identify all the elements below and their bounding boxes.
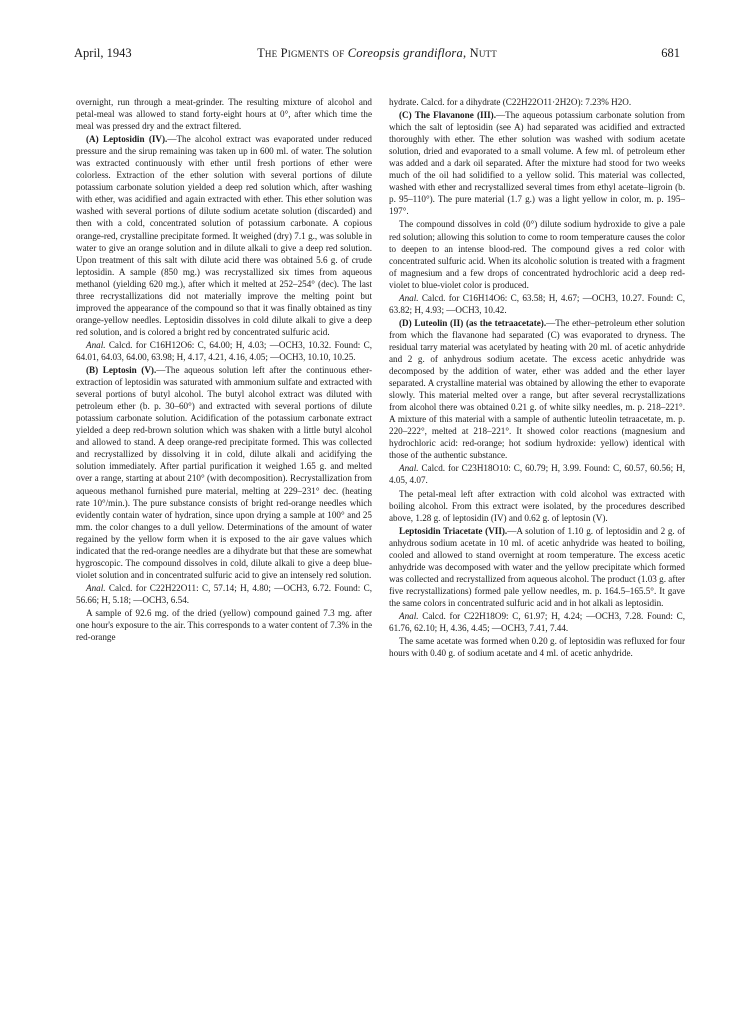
page-number: 681: [661, 46, 680, 60]
header-date: April, 1943: [74, 46, 132, 60]
analysis-flavanone: [389, 292, 685, 316]
paragraph-luteolin-body: —The ether–petroleum ether solution from which the flavanone had separated (C) was evaporated to dryness. The residual tarry material was acetylated by heating with 20 ml. of acetic anhydride and 2 g. of anhydrous sodium acetate. The excess acetic anhydride was decomposed by the addition of water, ether was added and the ether layer separated. A crystalline material was obtained by allowing the ether to evaporate slowly. This material melted over a range, but after several recrystallizations from alcohol there was obtained 0.21 g. of white silky needles, m. p. 218–221°. A mixture of this material with a sample of authentic luteolin tetraacetate, m. p. 220–222°, melted at 218–221°. It showed color reactions (magnesium and hydrochloric acid: red-orange; hot sodium hydroxide: yellow) identical with those of the authentic substance.: [389, 317, 685, 461]
header-title-suffix: , Nutt: [462, 46, 497, 60]
paragraph-leptosidin: [76, 133, 372, 338]
paragraph-leptosidin-body: —The alcohol extract was evaporated under reduced pressure and the sirup remaining was taken up in 600 ml. of water. The solution was extracted continuously with ether until fresh portions of ether were colorless. Extraction of the ether solution with several portions of dilute potassium carbonate solution yielded a deep red solution which, after washing with ether, was acidified and again extracted with ether. This ether solution was washed with several portions of dilute sodium acetate solution (discarded) and then with a cold, concentrated solution of potassium carbonate. A copious orange-red, crystalline precipitate formed. It weighed (dry) 7.1 g., was soluble in water to give an orange solution and in dilute alkali to give a deep red solution. Upon treatment of this salt with dilute acid there was obtained 5.6 g. of crude leptosidin. A sample (850 mg.) was recrystallized six times from aqueous methanol (yielding 620 mg.), after which it melted at 252–254° (dec). The last three recrystallizations did not materially improve the melting point but improved the appearance of the compound so that it was finally obtained as tiny orange-yellow needles. Leptosidin dissolves in cold dilute alkali to give a deep red solution, and is colored a bright red by concentrated sulfuric acid.: [76, 134, 372, 337]
paragraph-flavanone-body: —The aqueous potassium carbonate solution from which the salt of leptosidin (see A) had separated was acidified and extracted thoroughly with ether. The ether solution was washed with sodium acetate solution, dried and evaporated to a small volume. A few ml. of petroleum ether was added and a dark oil separated. After the mixture had stood for two weeks much of the oil had solidified to a yellow solid. This material was collected, washed with ether and recrystallized several times from ethyl acetate–ligroin (b. p. 95–110°). The pure material (1.7 g.) was a light yellow in color, m. p. 195–197°.: [389, 110, 685, 217]
analysis-leptosidin: [76, 339, 372, 363]
left-column: [76, 96, 372, 643]
header-title: [74, 46, 680, 61]
running-header: [74, 46, 680, 62]
analysis-luteolin: [389, 462, 685, 486]
paragraph-luteolin: [389, 317, 685, 462]
section-heading-luteolin: (D) Luteolin (II) (as the tetraacetate).: [399, 317, 547, 328]
anal-body: Calcd. for C22H18O9: C, 61.97; H, 4.24; —OCH3, 7.28. Found: C, 61.76, 62.10; H, 4.36, 4.45; —OCH3, 7.41, 7.44.: [389, 610, 685, 634]
paragraph-last: The same acetate was formed when 0.20 g. of leptosidin was refluxed for four hours with 0.40 g. of sodium acetate and 4 ml. of acetic anhydride.: [389, 636, 685, 659]
anal-label: Anal.: [399, 292, 419, 303]
paragraph-compound-colors: The compound dissolves in cold (0°) dilute sodium hydroxide to give a pale red solution; allowing this solution to come to room temperature causes the color to deepen to an intense blood-red. The compound gives a red color with concentrated sulfuric acid. When its alcoholic solution is treated with a fragment of magnesium and a few drops of concentrated hydrochloric acid a deep red-violet to blue-violet color is produced.: [389, 219, 685, 290]
section-heading-flavanone: (C) The Flavanone (III).: [399, 110, 496, 121]
anal-label: Anal.: [399, 610, 419, 621]
section-heading-leptosidin: (A) Leptosidin (IV).: [86, 134, 168, 145]
paragraph-continuation: hydrate. Calcd. for a dihydrate (C22H22O11·2H2O): 7.23% H2O.: [389, 97, 632, 107]
anal-label: Anal.: [86, 339, 106, 350]
section-heading-leptosin: (B) Leptosin (V).: [86, 365, 157, 376]
section-heading-triacetate: Leptosidin Triacetate (VII).: [399, 525, 508, 536]
analysis-triacetate: [389, 610, 685, 634]
paragraph-leptosin: [76, 364, 372, 581]
anal-body: Calcd. for C16H12O6: C, 64.00; H, 4.03; —OCH3, 10.32. Found: C, 64.01, 64.03, 64.00, 63.98; H, 4.17, 4.21, 4.16, 4.05; —OCH3, 10.10, 10.25.: [76, 339, 372, 362]
paragraph-continuation: overnight, run through a meat-grinder. The resulting mixture of alcohol and petal-meal was allowed to stand forty-eight hours at 0°, after which time the meal was pressed dry and the extract filtered.: [76, 97, 372, 132]
analysis-leptosin: [76, 582, 372, 606]
anal-label: Anal.: [86, 582, 106, 593]
anal-body: Calcd. for C22H22O11: C, 57.14; H, 4.80; —OCH3, 6.72. Found: C, 56.66; H, 5.18; —OCH3, 6.54.: [76, 582, 372, 605]
header-title-species: Coreopsis grandiflora: [347, 46, 463, 60]
anal-body: Calcd. for C16H14O6: C, 63.58; H, 4.67; —OCH3, 10.27. Found: C, 63.82; H, 4.93; —OCH3, 10.42.: [389, 292, 685, 315]
paragraph-triacetate-body: —A solution of 1.10 g. of leptosidin and 2 g. of anhydrous sodium acetate in 10 ml. of acetic anhydride was heated to boiling, cooled and allowed to stand overnight at room temperature. The excess acetic anhydride was decomposed with water and the yellow precipitate which formed was collected and recrystallized from aqueous alcohol. The product (1.03 g. after five recrystallizations) formed pale yellow needles, m. p. 164.5–165.5°. It gave the same colors in concentrated sulfuric acid and in hot alkali as leptosidin.: [389, 525, 685, 608]
paragraph-petal-meal: The petal-meal left after extraction with cold alcohol was extracted with boiling alcohol. From this extract were isolated, by the procedures described above, 1.28 g. of leptosidin (IV) and 0.62 g. of leptosin (V).: [389, 488, 685, 523]
anal-label: Anal.: [399, 463, 419, 474]
paragraph-water-content: A sample of 92.6 mg. of the dried (yellow) compound gained 7.3 mg. after one hour's exposure to the air. This corresponds to a water content of 7.3% in the red-orange: [76, 607, 372, 643]
paragraph-leptosin-body: —The aqueous solution left after the continuous ether-extraction of leptosidin was saturated with ammonium sulfate and extracted with several portions of butyl alcohol. The butyl alcohol extract was diluted with petroleum ether (b. p. 30–60°) and extracted with several portions of dilute potassium carbonate solution. Acidification of the potassium carbonate extract yielded a deep red-brown solution which was shaken with a little butyl alcohol and allowed to stand. A deep orange-red precipitate formed. This was collected and recrystallized by dissolving it in cold, dilute alkali and acidifying the solution immediately. After partial purification it weighed 1.65 g. and melted over a range, starting at about 210° (with decomposition). Recrystallization from aqueous methanol furnished pure material, melting at 229–231° dec. (heating rate 10°/min.). The pure substance consists of bright red-orange needles which evidently contain water of hydration, since upon drying a sample at 100° and 25 mm. the color changes to a dull yellow. Determinations of the amount of water regained by the yellow form when it is exposed to the air gave values which indicated that the red-orange needles are a dihydrate but that these are somewhat hygroscopic. The compound dissolves in cold, dilute alkali to give a deep blue-violet solution and in concentrated sulfuric acid to give an intensely red solution.: [76, 365, 372, 580]
right-column: [389, 96, 685, 659]
paragraph-flavanone: [389, 109, 685, 217]
paragraph-triacetate: [389, 525, 685, 609]
anal-body: Calcd. for C23H18O10: C, 60.79; H, 3.99. Found: C, 60.57, 60.56; H, 4.05, 4.07.: [389, 463, 685, 486]
header-title-prefix: The Pigments of: [257, 46, 348, 60]
